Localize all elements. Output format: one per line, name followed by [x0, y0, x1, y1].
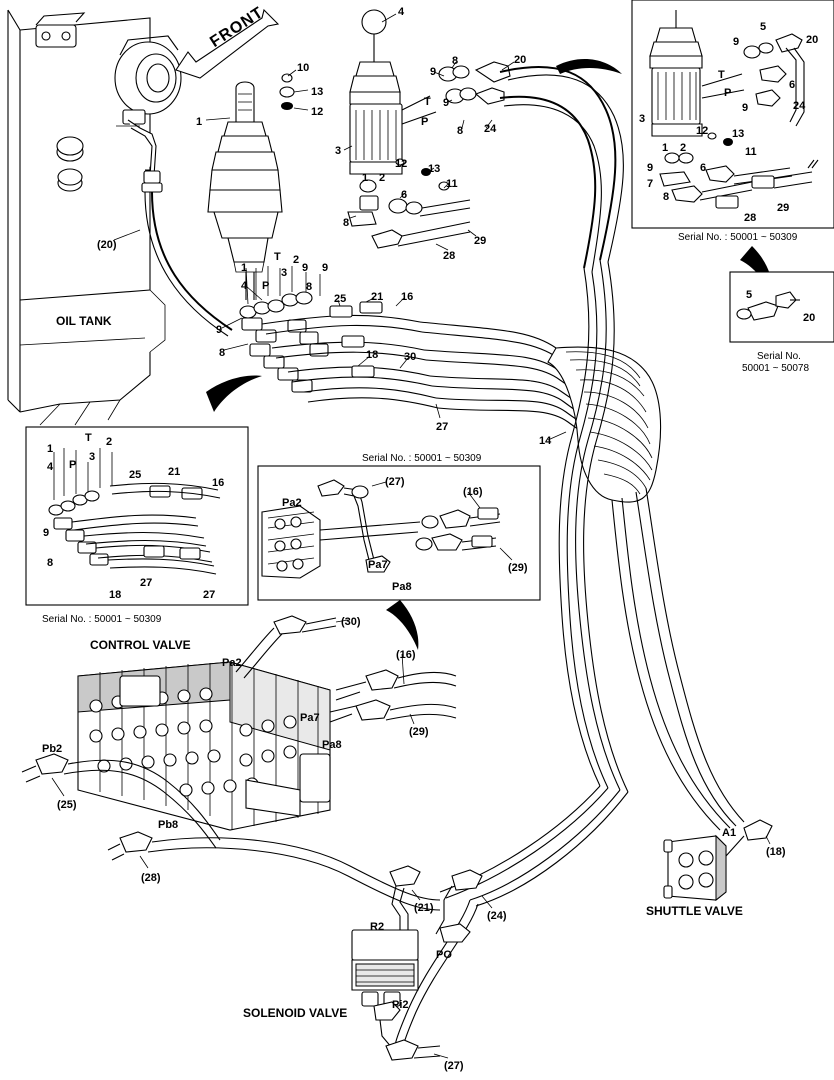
- callout-main-8-20: 8: [343, 217, 350, 229]
- callout-main-13-7: 13: [428, 163, 441, 175]
- callout-main-6-19: 6: [401, 189, 408, 201]
- label-front-arrow: FRONT: [207, 4, 267, 51]
- callout-main-18-49: (18): [766, 846, 786, 858]
- callout-inset_topright-1-11: 1: [662, 142, 669, 154]
- callout-main-8-37: 8: [219, 347, 226, 359]
- callout-main-3-5: 3: [335, 145, 342, 157]
- callout-inset_topright-8-17: 8: [663, 191, 670, 203]
- callout-main-30-39: 30: [404, 351, 417, 363]
- callout-main-27-40: 27: [436, 421, 449, 433]
- callout-inset_topright-9-7: 9: [742, 102, 749, 114]
- callout-main-9-16: 9: [443, 97, 450, 109]
- callout-main-24-18: 24: [484, 123, 497, 135]
- port-label-a1-shuttle: A1: [722, 827, 737, 839]
- callout-inset_mid-27-0: (27): [385, 476, 405, 488]
- port-label-pa2-valve: Pa2: [222, 657, 242, 669]
- callout-inset_bottomleft-T-1: T: [85, 432, 92, 444]
- label-oil-tank: OIL TANK: [56, 314, 112, 328]
- callout-inset_bottomleft-9-9: 9: [43, 527, 50, 539]
- callout-main-T-14: T: [424, 96, 431, 108]
- callout-main-30-42: (30): [341, 616, 361, 628]
- callout-inset_bottomleft-27-12: 27: [140, 577, 153, 589]
- callout-inset_topright-6-4: 6: [789, 79, 796, 91]
- callout-inset_bottomleft-8-10: 8: [47, 557, 54, 569]
- serial-note-mid: Serial No. : 50001 ~ 50309: [362, 453, 482, 464]
- callout-main-1-24: 1: [241, 262, 248, 274]
- serial-note-right-2: 50001 ~ 50078: [742, 363, 810, 374]
- port-label-pa8-valve: Pa8: [322, 739, 342, 751]
- port-label-pb2-valve: Pb2: [42, 743, 63, 755]
- callout-inset_topright-3-8: 3: [639, 113, 646, 125]
- callout-inset_bottomleft-3-3: 3: [89, 451, 96, 463]
- solenoid-valve-art: [352, 866, 482, 1060]
- callout-inset_bottomleft-2-2: 2: [106, 436, 113, 448]
- callout-main-8-32: 8: [306, 281, 313, 293]
- callout-main-20-13: 20: [514, 54, 527, 66]
- callout-inset_topright-P-5: P: [724, 87, 732, 99]
- callout-main-9-29: 9: [322, 262, 329, 274]
- serial-note-right-1: Serial No.: [757, 351, 801, 362]
- callout-main-27-50: (27): [444, 1060, 464, 1072]
- callout-main-29-22: 29: [474, 235, 487, 247]
- callout-inset_topright-11-13: 11: [745, 146, 757, 158]
- callout-main-25-33: 25: [334, 293, 347, 305]
- callout-main-16-43: (16): [396, 649, 416, 661]
- port-label-pa7-inset: Pa7: [368, 559, 388, 571]
- callout-inset_right_small-5-0: 5: [746, 289, 753, 301]
- callout-main-21-34: 21: [371, 291, 384, 303]
- callout-main-29-44: (29): [409, 726, 429, 738]
- callout-inset_topright-20-2: 20: [806, 34, 819, 46]
- callout-inset_topright-5-0: 5: [760, 21, 767, 33]
- joystick-center: [348, 10, 623, 272]
- callout-inset_mid-29-2: (29): [508, 562, 528, 574]
- inset-bottomleft-art: [26, 427, 248, 605]
- callout-main-20-23: (20): [97, 239, 117, 251]
- serial-note-bottomleft: Serial No. : 50001 ~ 50309: [42, 614, 162, 625]
- callout-main-1-9: 1: [362, 172, 369, 184]
- callout-main-9-28: 9: [302, 262, 309, 274]
- callout-main-10-1: 10: [297, 62, 310, 74]
- callout-inset_bottomleft-P-5: P: [69, 459, 77, 471]
- callout-main-16-35: 16: [401, 291, 414, 303]
- serial-note-topright: Serial No. : 50001 ~ 50309: [678, 232, 798, 243]
- callout-inset_topright-12-9: 12: [696, 125, 709, 137]
- callout-inset_topright-13-10: 13: [732, 128, 745, 140]
- callout-main-3-27: 3: [281, 267, 288, 279]
- callout-main-18-38: 18: [366, 349, 379, 361]
- callout-inset_bottomleft-18-11: 18: [109, 589, 122, 601]
- callout-inset_bottomleft-1-0: 1: [47, 443, 54, 455]
- callout-inset_topright-28-18: 28: [744, 212, 757, 224]
- callout-main-4-0: 4: [398, 6, 405, 18]
- callout-main-12-3: 12: [311, 106, 324, 118]
- callout-main-14-41: 14: [539, 435, 552, 447]
- callout-main-8-17: 8: [457, 125, 464, 137]
- callout-main-2-26: 2: [293, 254, 300, 266]
- port-label-pa8-inset: Pa8: [392, 581, 412, 593]
- callout-main-8-12: 8: [452, 55, 459, 67]
- callout-main-28-21: 28: [443, 250, 456, 262]
- callout-main-9-11: 9: [430, 66, 437, 78]
- callout-inset_bottomleft-25-6: 25: [129, 469, 142, 481]
- label-shuttle-valve: SHUTTLE VALVE: [646, 904, 743, 918]
- callout-inset_topright-6-15: 6: [700, 162, 707, 174]
- callout-main-11-8: 11: [446, 178, 458, 190]
- callout-inset_mid-16-1: (16): [463, 486, 483, 498]
- shuttle-valve-art: [664, 820, 772, 900]
- callout-main-2-10: 2: [379, 172, 386, 184]
- callout-main-9-36: 9: [216, 324, 223, 336]
- callout-inset_bottomleft-21-7: 21: [168, 466, 181, 478]
- port-label-r2-solenoid: R2: [370, 921, 385, 933]
- port-label-pa2-inset: Pa2: [282, 497, 302, 509]
- callout-main-28-46: (28): [141, 872, 161, 884]
- port-label-pi2-solenoid: Pi2: [392, 999, 409, 1011]
- callout-main-12-6: 12: [395, 158, 408, 170]
- callout-inset_topright-24-6: 24: [793, 100, 806, 112]
- center-fitting-stack: [240, 266, 438, 408]
- callout-inset_topright-9-14: 9: [647, 162, 654, 174]
- callout-main-P-15: P: [421, 116, 429, 128]
- callout-main-21-47: (21): [414, 902, 434, 914]
- callout-inset_topright-29-19: 29: [777, 202, 790, 214]
- inset-rightsmall-art: [730, 272, 834, 342]
- callout-main-T-25: T: [274, 251, 281, 263]
- callout-main-4-30: 4: [241, 280, 248, 292]
- callout-main-1-4: 1: [196, 116, 203, 128]
- callout-inset_right_small-20-1: 20: [803, 312, 816, 324]
- callout-main-25-45: (25): [57, 799, 77, 811]
- callout-main-24-48: (24): [487, 910, 507, 922]
- port-label-pa7-valve: Pa7: [300, 712, 320, 724]
- callout-inset_topright-2-12: 2: [680, 142, 687, 154]
- label-control-valve: CONTROL VALVE: [90, 638, 191, 652]
- callout-inset_topright-7-16: 7: [647, 178, 654, 190]
- callout-inset_bottomleft-4-4: 4: [47, 461, 54, 473]
- callout-inset_bottomleft-27-13: 27: [203, 589, 216, 601]
- port-label-pb8-valve: Pb8: [158, 819, 179, 831]
- callout-inset_bottomleft-16-8: 16: [212, 477, 225, 489]
- port-label-po-solenoid: PO: [436, 949, 452, 961]
- label-solenoid-valve: SOLENOID VALVE: [243, 1006, 348, 1020]
- callout-inset_topright-T-3: T: [718, 69, 725, 81]
- callout-main-P-31: P: [262, 280, 270, 292]
- callout-inset_topright-9-1: 9: [733, 36, 740, 48]
- callout-main-13-2: 13: [311, 86, 324, 98]
